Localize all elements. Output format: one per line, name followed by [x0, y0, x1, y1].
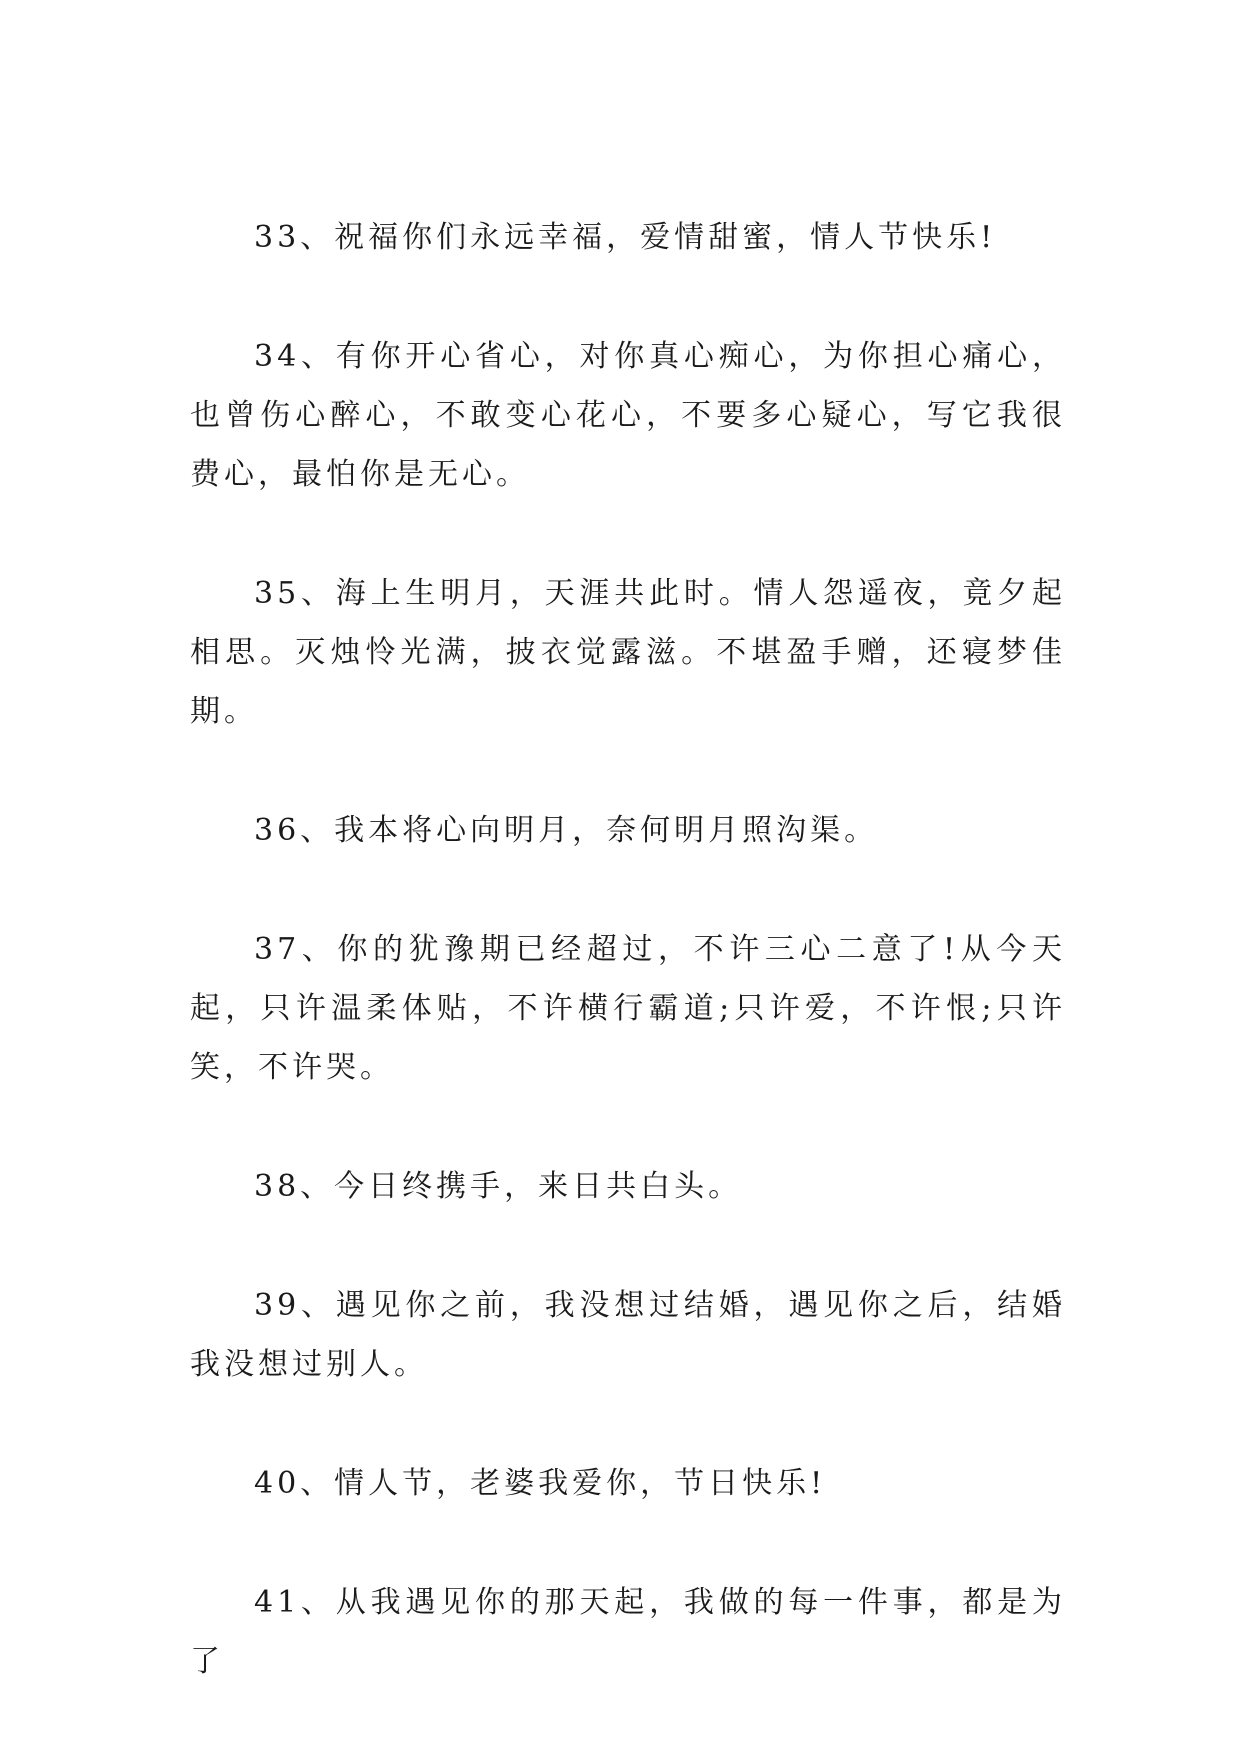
- paragraph-36: 36、我本将心向明月，奈何明月照沟渠。: [254, 813, 879, 848]
- paragraph-37: 37、你的犹豫期已经超过，不许三心二意了!从今天起，只许温柔体贴，不许横行霸道;只许爱，不许恨;只许笑，不许哭。: [190, 932, 1066, 1085]
- paragraph-40: 40、情人节，老婆我爱你，节日快乐!: [254, 1466, 827, 1501]
- paragraph-35: 35、海上生明月，天涯共此时。情人怨遥夜，竟夕起相思。灭烛怜光满，披衣觉露滋。不堪盈手赠，还寝梦佳期。: [190, 576, 1066, 729]
- paragraph-41: 41、从我遇见你的那天起，我做的每一件事，都是为了: [190, 1585, 1066, 1679]
- paragraph-33: 33、祝福你们永远幸福，爱情甜蜜，情人节快乐!: [254, 220, 997, 255]
- document-body: [190, 208, 1066, 1751]
- paragraph-34: 34、有你开心省心，对你真心痴心，为你担心痛心，也曾伤心醉心，不敢变心花心，不要多心疑心，写它我很费心，最怕你是无心。: [190, 339, 1066, 492]
- paragraph-39: 39、遇见你之前，我没想过结婚，遇见你之后，结婚我没想过别人。: [190, 1288, 1066, 1382]
- paragraph-38: 38、今日终携手，来日共白头。: [254, 1169, 743, 1204]
